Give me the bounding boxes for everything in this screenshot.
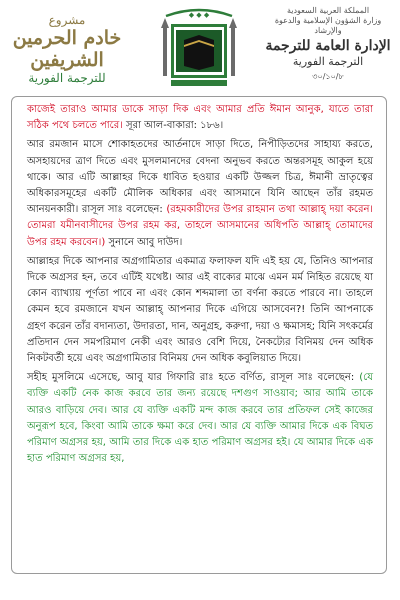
paragraph-3	[27, 254, 373, 367]
paragraph-4	[27, 370, 373, 467]
kaaba-icon	[158, 6, 240, 90]
logo-line-custodian: خادم الحرمين الشريفين	[12, 27, 122, 71]
page-number: ৩০/১০/৮	[312, 72, 344, 81]
ministry-department: الإدارة العامة للترجمة	[265, 38, 391, 54]
ministry-logo	[262, 6, 394, 86]
logo-line-project: مشروع	[48, 13, 86, 27]
svg-text:◆ ◆ ◆: ◆ ◆ ◆	[188, 11, 210, 19]
ministry-kingdom: المملكة العربية السعودية	[286, 6, 370, 15]
ministry-section: الترجمة الفورية	[292, 55, 364, 68]
hadith-mercy-reference: সুনানে আবু দাউদ।	[105, 236, 183, 248]
hadith-qudsi: (যে ব্যক্তি একটি নেক কাজ করবে তার জন্য রয়েছে দশগুণ সাওয়াব; আর আমি তাকে আরও বাড়িয়ে দেব। আর যে ব্যক্তি একটি মন্দ কাজ করবে তার প্রতিফল সেই কাজের অনুরূপ হবে, কিংবা আমি তাকে ক্ষমা করে দেব। আর যে ব্যক্তি আমার দিকে এক বিঘত পরিমাণ অগ্রসর হয়, আমি তার দিকে এক হাত পরিমাণ অগ্রসর হই। যে আমার দিকে এক হাত পরিমাণ অগ্রসর হয়,	[27, 372, 373, 465]
project-logo	[8, 13, 126, 85]
page-header	[0, 0, 400, 92]
hadith-mercy: (রহমকারীদের উপর রাহমান তথা আল্লাহ্ দয়া করেন। তোমরা যমীনবাসীদের উপর রহম কর, তাহলে আসমানের অধিপতি আল্লাহ্ তোমাদের উপর রহম করবেন।)	[27, 204, 374, 248]
paragraph-1	[27, 102, 373, 134]
text-content	[12, 97, 386, 467]
ministry-name: وزارة الشؤون الإسلامية والدعوة والإرشاد	[274, 16, 382, 35]
quran-reference: সূরা আল-বাকারা: ১৮৬।	[122, 120, 224, 132]
quran-quote: কাজেই তারাও আমার ডাকে সাড়া দিক এবং আমার প্রতি ঈমান আনুক, যাতে তারা সঠিক পথে চলতে পারে।	[27, 104, 373, 132]
logo-line-translation: للترجمة الفورية	[28, 71, 106, 85]
paragraph-2	[27, 137, 373, 250]
paragraph-4-intro: সহীহ মুসলিমে এসেছে, আবু যার গিফারি রাঃ হতে বর্ণিত, রাসূল সাঃ বলেছেন:	[27, 372, 355, 384]
kaaba-emblem	[158, 6, 240, 90]
text-frame	[11, 96, 387, 574]
paragraph-3-text: আল্লাহর দিকে আপনার অগ্রগামিতার একমাত্র ফলাফল যদি এই হয় যে, তিনিও আপনার দিকে অগ্রসর হন, তবে এটিই যথেষ্ট। আর এই বাক্যের মাঝে এমন মর্ম নিহিত রয়েছে যা কোন ব্যাখ্যায় পূর্ণতা পাবে না এবং কোন শব্দমালা তা বর্ণনা করতে পারবে না। তাহলে কেমন হবে রমজানে যখন আল্লাহ্ আপনার দিকে এগিয়ে আসবেন?! তিনি আপনাকে গ্রহণ করেন তাঁর বদান্যতা, উদারতা, দান, অনুগ্রহ, করুণা, দয়া ও ক্ষমাসহ; যিনি সৎকর্মের প্রতিদান দেন সমপরিমাণ নেকী এবং আরও বেশি দিয়ে, নৈকট্যের বিনিময় দেন অধিক নিকটবর্তী হয়ে এবং অগ্রগামিতার বিনিময় দেন অধিক কবুলিয়াত দিয়ে।	[27, 255, 373, 365]
paragraph-2-text: আর রমজান মাসে শোকাহতদের আর্তনাদে সাড়া দিতে, নিপীড়িতদের সাহায্য করতে, অসহায়দের ত্রাণ দিতে এবং মুসলমানদের বেদনা অনুভব করতে অন্তরসমূহ আকুল হয়ে থাকে। আর এটি আল্লাহর দিকে ধাবিত হওয়ার একটি উজ্জল চিত্র, ঈমানী ভ্রাতৃত্বের অধিকারসমূহের একটি মৌলিক অধিকার এবং আসমানে যিনি আছেন তাঁর রহমত আনয়নকারী। রাসূল সাঃ বলেছেন:	[27, 139, 373, 216]
